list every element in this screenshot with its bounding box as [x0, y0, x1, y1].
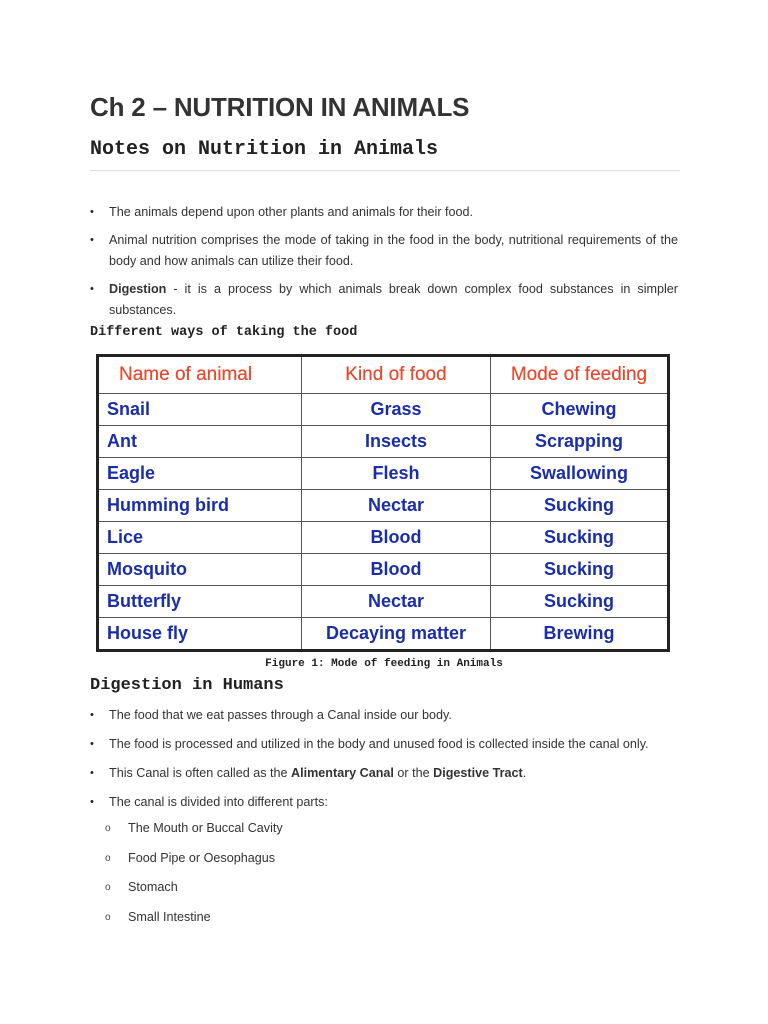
cell-mode: Brewing [491, 618, 669, 651]
cell-animal: Butterfly [98, 586, 302, 618]
cell-food: Grass [302, 394, 491, 426]
list-item: o Food Pipe or Oesophagus [105, 848, 283, 878]
cell-animal: House fly [98, 618, 302, 651]
cell-food: Nectar [302, 586, 491, 618]
list-item [90, 792, 678, 813]
cell-animal: Humming bird [98, 490, 302, 522]
cell-food: Nectar [302, 490, 491, 522]
divider [90, 170, 680, 171]
cell-animal: Lice [98, 522, 302, 554]
cell-food: Blood [302, 554, 491, 586]
cell-mode: Swallowing [491, 458, 669, 490]
section-heading-digestion: Digestion in Humans [90, 676, 284, 695]
cell-mode: Sucking [491, 522, 669, 554]
list-item [90, 202, 678, 223]
table-row [98, 458, 669, 490]
table-row [98, 490, 669, 522]
term-digestive-tract: Digestive Tract [433, 766, 523, 780]
cell-animal: Mosquito [98, 554, 302, 586]
list-item [90, 705, 678, 726]
feeding-table [96, 354, 670, 652]
table-row [98, 618, 669, 651]
bullet-text: The food that we eat passes through a Canal inside our body. [109, 708, 452, 722]
list-item: o Small Intestine [105, 907, 283, 937]
table-row [98, 426, 669, 458]
list-item [90, 279, 678, 321]
figure-caption: Figure 1: Mode of feeding in Animals [265, 658, 503, 670]
bullet-text: The animals depend upon other plants and animals for their food. [109, 205, 474, 219]
bullet-term: Digestion [109, 282, 167, 296]
cell-animal: Snail [98, 394, 302, 426]
bullet-text: The canal is divided into different parts: [109, 795, 328, 809]
bullet-text: The food is processed and utilized in the body and unused food is collected inside the canal only. [109, 737, 649, 751]
bullet-text: - it is a process by which animals break down complex food substances in simpler substances. [109, 282, 678, 317]
cell-mode: Chewing [491, 394, 669, 426]
header-kind-of-food: Kind of food [302, 356, 491, 394]
bullet-text: or the [393, 766, 434, 780]
cell-food: Insects [302, 426, 491, 458]
cell-mode: Sucking [491, 490, 669, 522]
digestion-bullet-list [90, 705, 678, 821]
page-title: Ch 2 – NUTRITION IN ANIMALS [90, 92, 470, 122]
bullet-text: . [522, 766, 527, 780]
table-row [98, 394, 669, 426]
cell-mode: Scrapping [491, 426, 669, 458]
intro-bullet-list [90, 202, 678, 328]
list-item [90, 763, 678, 784]
list-item: o The Mouth or Buccal Cavity [105, 818, 283, 848]
cell-mode: Sucking [491, 554, 669, 586]
table-header-row [98, 356, 669, 394]
bullet-text: Animal nutrition comprises the mode of taking in the food in the body, nutritional requirements of the body and how animals can utilize their food. [109, 233, 678, 268]
cell-animal: Ant [98, 426, 302, 458]
bullet-text: This Canal is often called as the [109, 766, 292, 780]
term-alimentary-canal: Alimentary Canal [291, 766, 394, 780]
cell-mode: Sucking [491, 586, 669, 618]
cell-food: Blood [302, 522, 491, 554]
page-subtitle: Notes on Nutrition in Animals [90, 138, 439, 161]
list-item [90, 230, 678, 272]
table-row [98, 522, 669, 554]
table-row [98, 586, 669, 618]
canal-parts-list [105, 818, 283, 936]
table-heading: Different ways of taking the food [90, 325, 358, 340]
list-item: o Stomach [105, 877, 283, 907]
cell-food: Flesh [302, 458, 491, 490]
header-name-of-animal: Name of animal [98, 356, 302, 394]
table-row [98, 554, 669, 586]
feeding-table-figure [96, 354, 670, 642]
cell-food: Decaying matter [302, 618, 491, 651]
list-item [90, 734, 678, 755]
cell-animal: Eagle [98, 458, 302, 490]
header-mode-of-feeding: Mode of feeding [491, 356, 669, 394]
